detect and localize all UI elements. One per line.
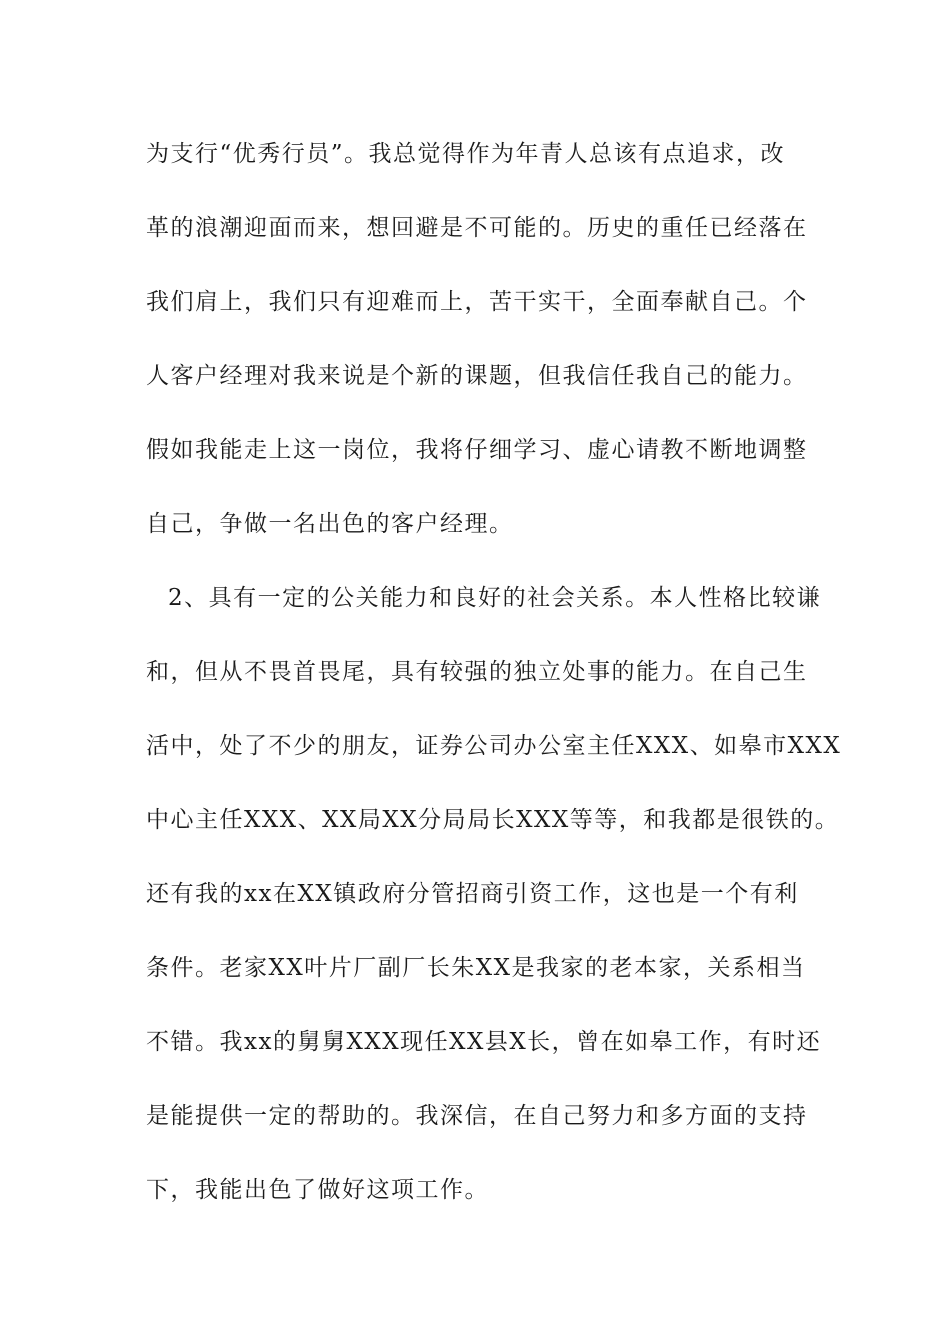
text-line: 活中，处了不少的朋友，证券公司办公室主任XXX、如皋市XXX — [146, 733, 842, 759]
text-line: 中心主任XXX、XX局XX分局局长XXX等等，和我都是很铁的。 — [146, 807, 840, 833]
body-text — [146, 133, 842, 1243]
text-line: 还有我的xx在XX镇政府分管招商引资工作，这也是一个有利 — [146, 881, 799, 907]
text-line: 我们肩上，我们只有迎难而上，苦干实干，全面奉献自己。个 — [146, 289, 808, 315]
text-line: 革的浪潮迎面而来，想回避是不可能的。历史的重任已经落在 — [146, 215, 808, 241]
text-line: 是能提供一定的帮助的。我深信，在自己努力和多方面的支持 — [146, 1103, 808, 1129]
text-line: 下，我能出色了做好这项工作。 — [146, 1177, 489, 1203]
text-line: 假如我能走上这一岗位，我将仔细学习、虚心请教不断地调整 — [146, 437, 808, 463]
text-line: 自己，争做一名出色的客户经理。 — [146, 511, 514, 537]
text-line: 人客户经理对我来说是个新的课题，但我信任我自己的能力。 — [146, 363, 808, 389]
text-line: 为支行“优秀行员”。我总觉得作为年青人总该有点追求，改 — [146, 141, 786, 167]
text-line: 条件。老家XX叶片厂副厂长朱XX是我家的老本家，关系相当 — [146, 955, 806, 981]
text-line: 2、具有一定的公关能力和良好的社会关系。本人性格比较谦 — [168, 585, 822, 611]
text-line: 不错。我xx的舅舅XXX现任XX县X长，曾在如皋工作，有时还 — [146, 1029, 822, 1055]
text-line: 和，但从不畏首畏尾，具有较强的独立处事的能力。在自己生 — [146, 659, 808, 685]
